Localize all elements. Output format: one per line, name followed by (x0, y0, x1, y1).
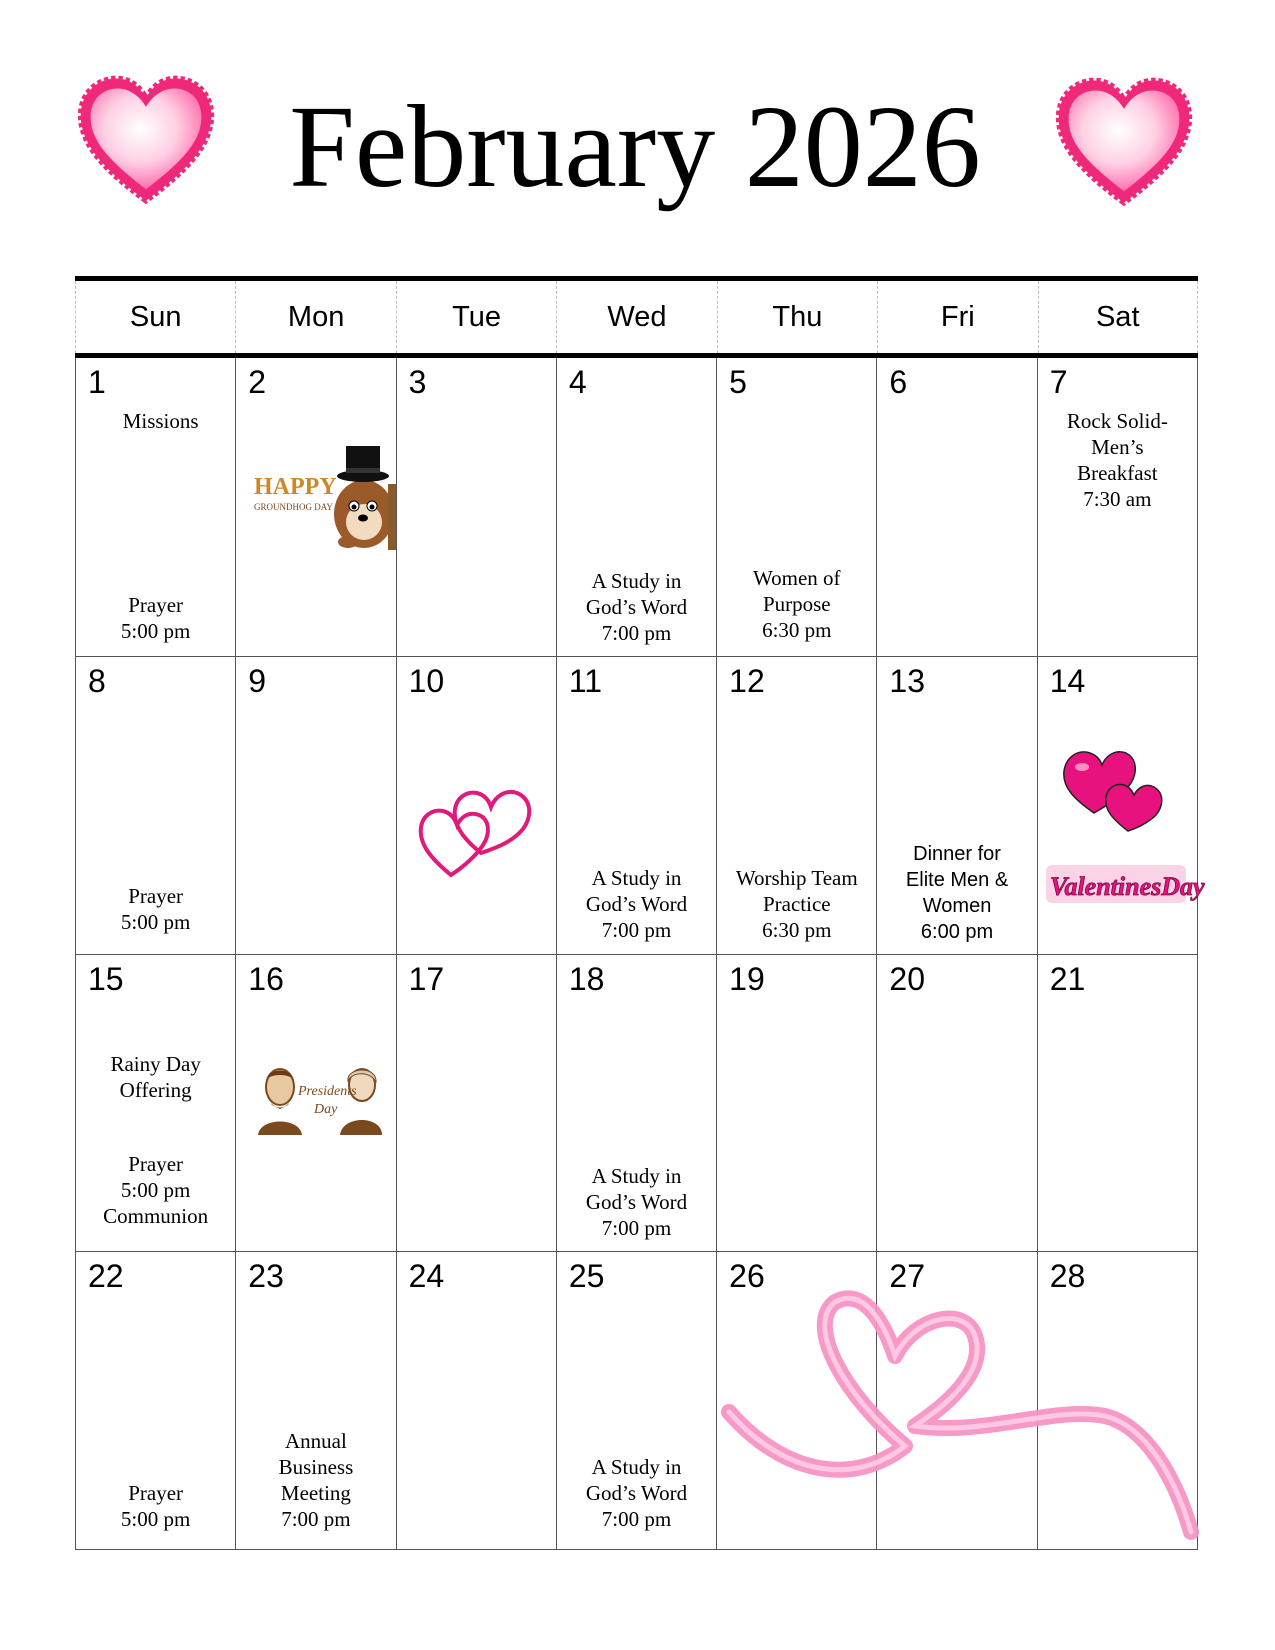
day-number: 21 (1049, 960, 1086, 997)
presidents-day-icon (258, 1059, 382, 1135)
day-number: 24 (408, 1258, 445, 1295)
heart-right-icon (1053, 72, 1195, 214)
event-business-meeting: Annual Business Meeting 7:00 pm (278, 1429, 354, 1532)
day-number: 12 (729, 662, 765, 699)
day-cell-2 (236, 358, 396, 656)
day-cell-9 (236, 656, 396, 954)
day-cell-25 (557, 1251, 717, 1549)
weekday-fri: Fri (877, 281, 1037, 353)
event-rainy-day-offering: Rainy Day Offering (110, 1051, 201, 1102)
weekday-tue: Tue (396, 281, 556, 353)
double-heart-outline-icon (415, 783, 541, 883)
day-number: 16 (248, 960, 284, 997)
day-cell-24 (397, 1251, 557, 1549)
event-prayer: Prayer 5:00 pm (120, 883, 191, 934)
event-elite-dinner: Dinner for Elite Men & Women 6:00 pm (905, 842, 1009, 943)
event-prayer: Prayer 5:00 pm (120, 593, 191, 643)
day-cell-15 (76, 954, 236, 1252)
event-prayer: Prayer 5:00 pm (120, 1481, 191, 1532)
day-number: 15 (88, 960, 124, 997)
day-number: 4 (568, 364, 587, 400)
event-women-of-purpose: Women of Purpose 6:30 pm (753, 566, 841, 642)
day-number: 28 (1049, 1258, 1086, 1295)
svg-text:Day: Day (314, 1101, 338, 1117)
event-prayer-communion: Prayer 5:00 pm Communion (103, 1151, 209, 1228)
day-number: 9 (248, 662, 267, 699)
day-number: 26 (729, 1258, 765, 1295)
day-cell-1 (76, 358, 236, 656)
day-number: 2 (248, 364, 267, 400)
day-cell-12 (717, 656, 877, 954)
day-cell-11 (557, 656, 717, 954)
day-cell-18 (557, 954, 717, 1252)
day-cell-20 (877, 954, 1037, 1252)
day-cell-10 (397, 656, 557, 954)
day-cell-16 (236, 954, 396, 1252)
day-number: 25 (568, 1258, 605, 1295)
event-bible-study: A Study in God’s Word 7:00 pm (585, 1163, 688, 1240)
svg-text:HAPPY: HAPPY (254, 474, 337, 500)
day-number: 10 (408, 662, 445, 699)
day-cell-23 (236, 1251, 396, 1549)
day-cell-6 (877, 358, 1037, 656)
weekday-sun: Sun (75, 281, 235, 353)
page-title: February 2026 (289, 81, 981, 212)
day-number: 3 (408, 364, 427, 400)
svg-text:Presidents: Presidents (298, 1083, 357, 1099)
ribbon-heart-icon (725, 1286, 1195, 1536)
day-cell-14 (1038, 656, 1205, 954)
event-missions: Missions (122, 409, 199, 433)
day-cell-17 (397, 954, 557, 1252)
day-number: 22 (88, 1258, 124, 1295)
calendar-grid (75, 276, 1205, 1550)
day-cell-4 (557, 358, 717, 656)
day-number: 1 (88, 364, 106, 400)
day-number: 6 (889, 364, 908, 400)
weekday-header (75, 281, 1198, 353)
event-mens-breakfast: Rock Solid- Men’s Breakfast 7:30 am (1066, 409, 1168, 511)
day-number: 17 (408, 960, 445, 997)
event-bible-study: A Study in God’s Word 7:00 pm (585, 1455, 688, 1532)
day-number: 18 (568, 960, 605, 997)
day-number: 8 (88, 662, 106, 699)
day-number: 23 (248, 1258, 284, 1295)
day-number: 5 (729, 364, 747, 400)
day-number: 14 (1049, 662, 1086, 699)
day-number: 19 (729, 960, 765, 997)
day-cell-21 (1038, 954, 1198, 1252)
weekday-sat: Sat (1038, 281, 1198, 353)
heart-left-icon (75, 70, 217, 212)
day-cell-19 (717, 954, 877, 1252)
day-number: 7 (1049, 364, 1068, 400)
svg-text:ValentinesDay: ValentinesDay (1049, 871, 1205, 901)
groundhog-icon (252, 438, 396, 550)
day-cell-13 (877, 656, 1037, 954)
weekday-thu: Thu (717, 281, 877, 353)
day-number: 27 (889, 1258, 926, 1295)
day-number: 11 (568, 662, 603, 699)
day-cell-8 (76, 656, 236, 954)
svg-text:GROUNDHOG DAY: GROUNDHOG DAY (254, 502, 334, 512)
day-cell-22 (76, 1251, 236, 1549)
event-worship-practice: Worship Team Practice 6:30 pm (735, 865, 858, 942)
weekday-wed: Wed (556, 281, 716, 353)
event-bible-study: A Study in God’s Word 7:00 pm (585, 865, 688, 942)
day-number: 13 (889, 662, 926, 699)
valentines-day-icon (1046, 857, 1205, 909)
weekday-mon: Mon (235, 281, 395, 353)
event-bible-study: A Study in God’s Word 7:00 pm (585, 569, 688, 645)
day-cell-7 (1038, 358, 1198, 656)
day-cell-5 (717, 358, 877, 656)
day-number: 20 (889, 960, 926, 997)
day-cell-3 (397, 358, 557, 656)
two-hearts-icon (1060, 741, 1176, 833)
